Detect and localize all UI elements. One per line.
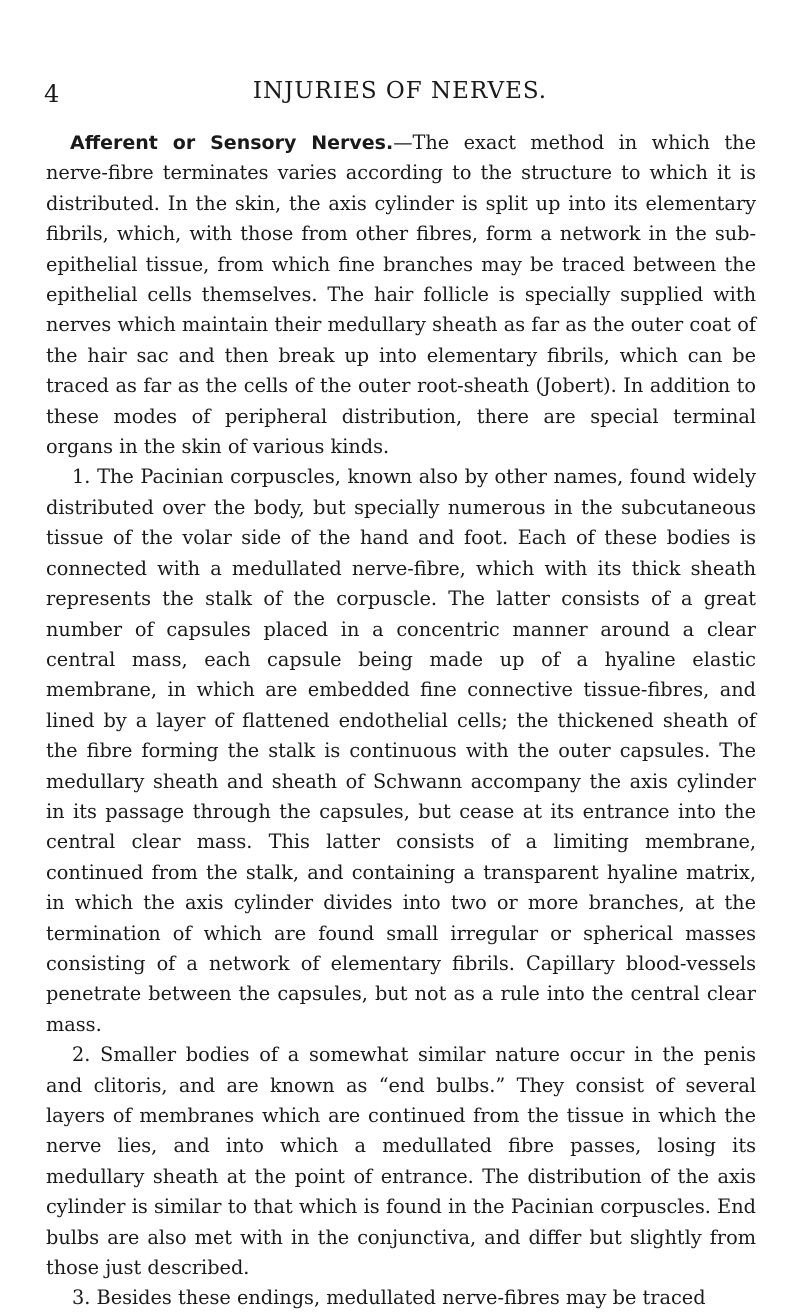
paragraph-other-endings: 3. Besides these endings, medullated nerve-fibres may be traced (72, 1286, 706, 1310)
body-text (46, 128, 756, 1314)
intro-paragraph (46, 128, 756, 462)
paragraph-end-bulbs: 2. Smaller bodies of a somewhat similar nature occur in the penis and clitoris, and are known as “end bulbs.” They consist of several layers of membranes which are continued from the tissue in which the nerve lies, and into which a medullated fibre passes, losing its medullary sheath at the point of entrance. The distribution of the axis cylinder is similar to that which is found in the Pacinian corpuscles. End bulbs are also met with in the conjunctiva, and differ but slightly from those just described. (46, 1043, 756, 1280)
intro-text: —The exact method in which the nerve-fibre terminates varies according to the structure to which it is distributed. In the skin, the axis cylinder is split up into its elementary fibrils, which, with those from other fibres, form a network in the sub-epithelial tissue, from which fine branches may be traced between the epithelial cells themselves. The hair follicle is specially supplied with nerves which maintain their medullary sheath as far as the outer coat of the hair sac and then break up into elementary fibrils, which can be traced as far as the cells of the outer root-sheath (Jobert). In addition to these modes of peripheral distribution, there are special terminal organs in the skin of various kinds. (46, 131, 756, 459)
running-title: INJURIES OF NERVES. (252, 78, 548, 104)
section-heading: Afferent or Sensory Nerves. (70, 132, 394, 154)
paragraph-pacinian: 1. The Pacinian corpuscles, known also by other names, found widely distributed over the body, but specially numerous in the subcutaneous tissue of the volar side of the hand and foot. Each of these bodies is connected with a medullated nerve-fibre, which with its thick sheath represents the stalk of the corpuscle. The latter consists of a great number of capsules placed in a concentric manner around a clear central mass, each capsule being made up of a hyaline elastic membrane, in which are embedded fine connective tissue-fibres, and lined by a layer of flattened endothelial cells; the thickened sheath of the fibre forming the stalk is continuous with the outer capsules. The medullary sheath and sheath of Schwann accompany the axis cylinder in its passage through the capsules, but cease at its entrance into the central clear mass. This latter consists of a limiting membrane, continued from the stalk, and containing a transparent hyaline matrix, in which the axis cylinder divides into two or more branches, at the termination of which are found small irregular or spherical masses consisting of a network of elementary fibrils. Capillary blood-vessels penetrate between the capsules, but not as a rule into the central clear mass. (46, 465, 756, 1036)
page-number: 4 (44, 80, 60, 108)
